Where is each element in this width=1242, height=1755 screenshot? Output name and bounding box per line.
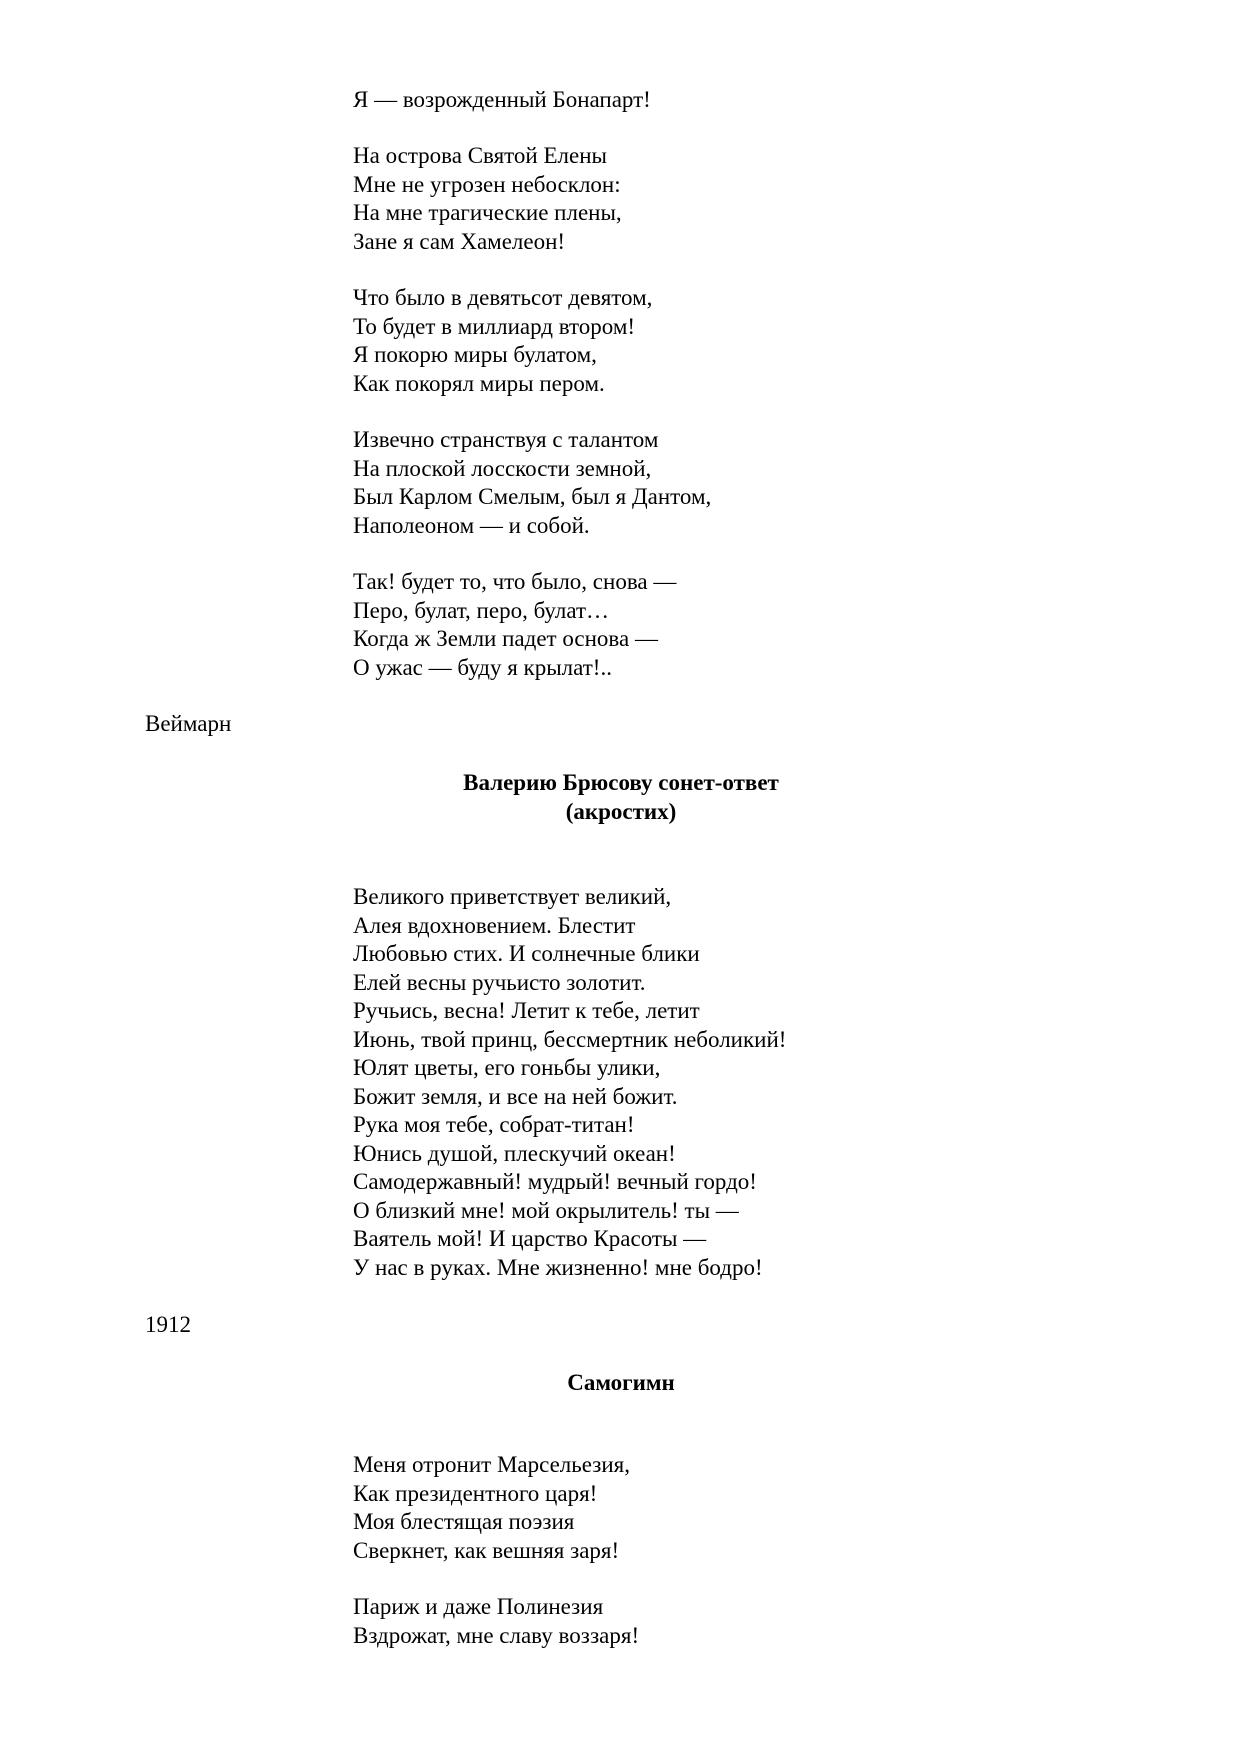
poem-line: На плоской лосскости земной, — [353, 455, 652, 481]
poem2-sonnet — [353, 883, 786, 1282]
poem-line: Меня отронит Марсельезия, — [353, 1452, 630, 1477]
poem-line: Париж и даже Полинезия — [353, 1594, 604, 1619]
poem-line: Июнь, твой принц, бессмертник неболикий! — [353, 1026, 787, 1052]
poem1-place: Веймарн — [145, 711, 232, 736]
poem-line: Рука моя тебе, собрат-титан! — [353, 1112, 635, 1137]
poem1-stanza-3 — [353, 284, 652, 398]
poem2-title-line-2: (акростих) — [565, 799, 677, 824]
poem-line: Елей весны ручьисто золотит. — [353, 969, 646, 995]
poem-line: Вздрожат, мне славу воззаря! — [353, 1622, 640, 1648]
poem-line: О ужас — буду я крылат!.. — [353, 654, 612, 680]
poem-line: Что было в девятьсот девятом, — [353, 285, 653, 310]
poem2-date: 1912 — [145, 1312, 191, 1337]
poem3-title — [0, 1368, 1242, 1397]
poem3-title-line: Самогимн — [567, 1370, 675, 1395]
poem-line: Когда ж Земли падет основа — — [353, 626, 658, 651]
poem3-stanza-1 — [353, 1451, 630, 1565]
poem-line: На острова Святой Елены — [353, 143, 607, 168]
poem-line: Как покорял миры пером. — [353, 370, 605, 396]
poem-line: Я покорю миры булатом, — [353, 342, 597, 367]
poem-line: Великого приветствует великий, — [353, 884, 672, 909]
poem3-stanza-2 — [353, 1593, 639, 1650]
poem-line: Божит земля, и все на ней божит. — [353, 1083, 678, 1109]
poem-line: Мне не угрозен небосклон: — [353, 171, 621, 197]
poem-line: Извечно странствуя с талантом — [353, 427, 659, 452]
poem1-stanza-4 — [353, 426, 711, 540]
poem1-stanza-1 — [353, 86, 651, 115]
poem-line: Сверкнет, как вешняя заря! — [353, 1537, 620, 1563]
poem-line: Как президентного царя! — [353, 1480, 598, 1506]
poem-line: Любовью стих. И солнечные блики — [353, 941, 700, 966]
poem-line: Зане я сам Хамелеон! — [353, 228, 566, 254]
poem-line: Ручьись, весна! Летит к тебе, летит — [353, 998, 700, 1023]
poem-line: То будет в миллиард втором! — [353, 313, 636, 339]
poem1-stanza-2 — [353, 142, 622, 256]
poem2-title-line-1: Валерию Брюсову сонет-ответ — [463, 770, 779, 795]
poem2-title — [0, 768, 1242, 826]
poem-line: Ваятель мой! И царство Красоты — — [353, 1226, 707, 1251]
poem-line: Так! будет то, что было, снова — — [353, 569, 677, 594]
poem-line: На мне трагические плены, — [353, 200, 622, 225]
poem-line: Перо, булат, перо, булат… — [353, 597, 610, 623]
poem-line: Был Карлом Смелым, был я Дантом, — [353, 484, 712, 509]
poem-line: Алея вдохновением. Блестит — [353, 912, 636, 938]
poem-line: Моя блестящая поэзия — [353, 1509, 575, 1534]
poem-line: Юлят цветы, его гоньбы улики, — [353, 1055, 661, 1080]
poem-line: О близкий мне! мой окрылитель! ты — — [353, 1197, 739, 1223]
poem-line: У нас в руках. Мне жизненно! мне бодро! — [353, 1254, 763, 1280]
poem-line: Наполеоном — и собой. — [353, 512, 590, 538]
poem-line: Юнись душой, плескучий океан! — [353, 1140, 676, 1166]
poem-line: Я — возрожденный Бонапарт! — [353, 87, 651, 112]
poem1-stanza-5 — [353, 568, 676, 682]
poem-line: Самодержавный! мудрый! вечный гордо! — [353, 1169, 757, 1194]
